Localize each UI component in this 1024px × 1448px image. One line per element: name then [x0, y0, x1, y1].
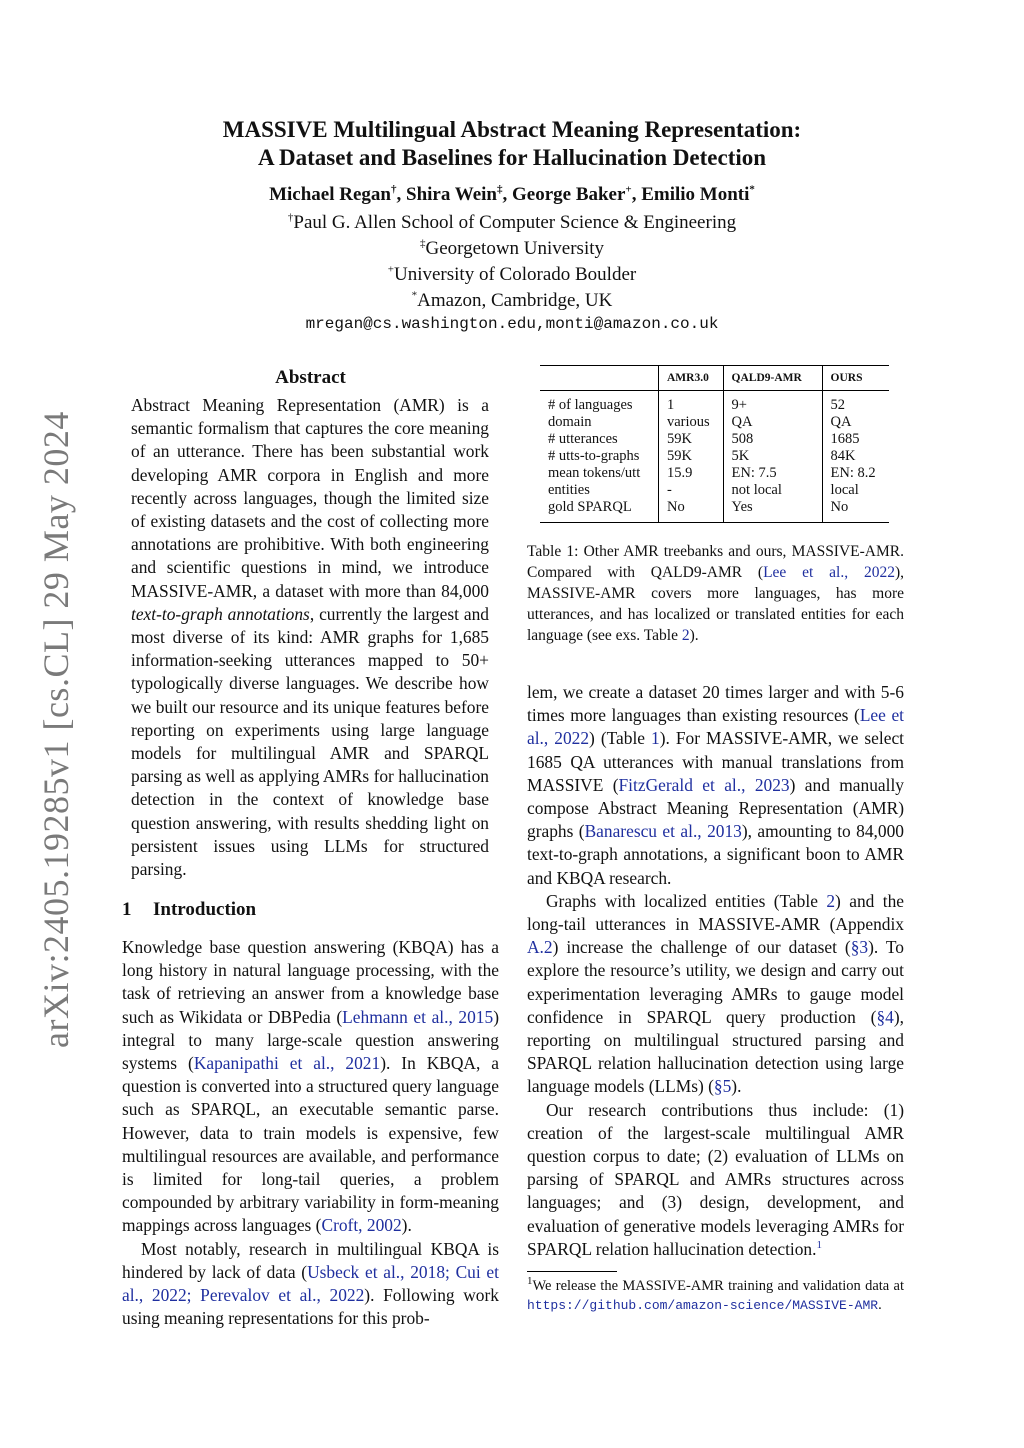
citation-link[interactable]: Croft, 2002 [321, 1215, 402, 1236]
intro-text [122, 936, 499, 1330]
citation-link[interactable]: Kapanipathi et al., 2021 [193, 1053, 381, 1074]
author-marker: * [749, 183, 755, 196]
affiliation-text: University of Colorado Boulder [394, 264, 637, 285]
text-run: ) and the long-tail utterances in MASSIVE-AMR (Appendix [527, 890, 904, 935]
affiliation-marker: * [411, 289, 418, 302]
table-row [540, 499, 889, 522]
text-run: ), amounting to 84,000 text-to-graph annotations, a significant boon to AMR and KBQA research. [527, 821, 904, 888]
affiliation [160, 236, 864, 262]
text-run: ). To explore the resource’s utility, we design and carry out experimentation leveraging AMRs to gauge model confidence in SPARQL query production ( [527, 937, 904, 1027]
contact-email[interactable]: mregan@cs.washington.edu,monti@amazon.co.uk [305, 315, 719, 333]
citation-link[interactable]: Lee et al., 2022 [527, 705, 904, 749]
paragraph [122, 1238, 499, 1331]
table-cell: 1 [659, 391, 724, 415]
table-cell: 508 [723, 431, 822, 448]
citation-link[interactable]: Banarescu et al., 2013 [584, 821, 742, 842]
section-heading [122, 899, 256, 921]
text-run: ). [731, 1076, 742, 1097]
table-cell: 1685 [822, 431, 889, 448]
citation-link[interactable]: Lehmann et al., 2015 [342, 1006, 494, 1027]
table-header: AMR3.0 [659, 366, 724, 391]
table-row [540, 431, 889, 448]
table-cell: Yes [723, 499, 822, 522]
table-row-label: gold SPARQL [548, 499, 632, 515]
text-run: ) (Table [589, 728, 652, 749]
text-run: Most notably, research in multilingual KBQA is hindered by lack of data ( [122, 1238, 499, 1282]
abstract-emphasis: text-to-graph annotations [131, 603, 310, 624]
table-row-label: # utterances [548, 431, 618, 447]
text-run: Table 1: Other AMR treebanks and ours, MASSIVE-AMR. Compared with QALD9-AMR ( [527, 543, 904, 581]
footnote-text: We release the MASSIVE-AMR training and validation data at [532, 1278, 904, 1294]
paragraph [527, 890, 904, 1099]
table-cell: 15.9 [659, 465, 724, 482]
table-cell: 9+ [723, 391, 822, 415]
table-cell: 59K [659, 431, 724, 448]
table-header: OURS [822, 366, 889, 391]
text-run: lem, we create a dataset 20 times larger and with 5-6 times more languages than existing resources ( [527, 682, 904, 726]
table-ref-link[interactable]: 2 [681, 627, 690, 644]
table-ref-link[interactable]: 1 [651, 728, 660, 749]
table-cell: local [822, 482, 889, 499]
table-header [540, 366, 659, 391]
citation-link[interactable]: Lee et al., 2022 [763, 564, 895, 581]
footnote-divider [527, 1271, 617, 1272]
table-row [540, 414, 889, 431]
arxiv-identifier: arXiv:2405.19285v1 [cs.CL] 29 May 2024 [36, 411, 76, 1048]
footnote-marker[interactable]: 1 [816, 1239, 822, 1252]
paragraph [527, 1099, 904, 1261]
table-cell: various [659, 414, 724, 431]
table-row [540, 391, 889, 415]
text-run: Our research contributions thus include: (1) creation of the largest-scale multilingual AMR question corpus to date; (2) evaluation of LLMs on parsing of SPARQL and AMRs structures across languages; and (3) design, development, and evaluation of generative models leveraging AMRs for SPARQL relation hallucination detection. [527, 1099, 904, 1259]
paragraph [527, 681, 904, 890]
table-row [540, 465, 889, 482]
text-run: ). [401, 1215, 412, 1236]
section-ref-link[interactable]: §4 [876, 1006, 894, 1027]
footnote-number: 1 [527, 1275, 533, 1288]
table-cell: not local [723, 482, 822, 499]
table-cell: No [659, 499, 724, 522]
table-row [540, 482, 889, 499]
affiliation [160, 210, 864, 236]
table-row-label: domain [548, 414, 592, 430]
title-line-1: MASSIVE Multilingual Abstract Meaning Representation: [222, 117, 802, 142]
table-row-label: # utts-to-graphs [548, 448, 640, 464]
abstract-text: Abstract Meaning Representation (AMR) is a semantic formalism that captures the core meaning of an utterance. There has been substantial work developing AMR corpora in English and more recently across languages, though the limited size of existing datasets and the cost of collecting more annotations are prohibitive. With both engineering and scientific questions in mind, we introduce MASSIVE-AMR, a dataset with more than 84,000 [131, 395, 489, 601]
right-column-text [527, 681, 904, 1261]
footnote-text: . [878, 1297, 882, 1313]
table-header-row [540, 366, 889, 391]
table-cell: EN: 7.5 [723, 465, 822, 482]
text-run: ). [689, 627, 699, 644]
comparison-table [540, 365, 889, 523]
table-row-label: mean tokens/utt [548, 465, 641, 481]
table-ref-link[interactable]: 2 [826, 890, 836, 911]
text-run: ), reporting on multilingual structured parsing and SPARQL relation hallucination detection using large language models (LLMs) ( [527, 1006, 904, 1097]
text-run: Graphs with localized entities (Table [546, 890, 827, 911]
text-run: ) integral to many large-scale question answering systems ( [122, 1006, 499, 1074]
author-list: Michael Regan†, Shira Wein‡, George Baker+, Emilio Monti* [269, 183, 755, 205]
text-run: ). For MASSIVE-AMR, we select 1685 QA utterances with manual translations from MASSIVE ( [527, 728, 905, 795]
section-title: Introduction [153, 899, 257, 920]
author-name: Emilio Monti [641, 184, 750, 205]
table-caption [527, 541, 904, 646]
table-row-label: # of languages [548, 397, 633, 413]
table-cell: QA [723, 414, 822, 431]
author-marker: ‡ [496, 183, 503, 196]
table-cell: 52 [822, 391, 889, 415]
affiliation [160, 288, 864, 314]
table-row [540, 448, 889, 465]
table-cell: No [822, 499, 889, 522]
text-run: ) and manually compose Abstract Meaning Representation (AMR) graphs ( [527, 774, 904, 842]
footnote [527, 1277, 904, 1315]
table-header: QALD9-AMR [723, 366, 822, 391]
text-run: ). Following work using meaning representations for this prob- [122, 1285, 499, 1329]
affiliation-marker: † [287, 211, 294, 224]
section-ref-link[interactable]: §5 [713, 1076, 732, 1097]
text-run: ), MASSIVE-AMR covers more languages, has more utterances, and has localized or translated entities for each language (see exs. Table [527, 564, 904, 644]
affiliation-text: Georgetown University [425, 238, 605, 259]
affiliation-marker: ‡ [419, 237, 426, 250]
author-name: Shira Wein [406, 184, 497, 205]
paper-title [160, 116, 864, 172]
affiliation-text: Amazon, Cambridge, UK [417, 290, 613, 311]
table-cell: 59K [659, 448, 724, 465]
table-cell: EN: 8.2 [822, 465, 889, 482]
text-run: ) increase the challenge of our dataset ( [552, 937, 851, 958]
citation-link[interactable]: FitzGerald et al., 2023 [618, 774, 790, 795]
author-marker: † [391, 183, 397, 196]
citation-link[interactable]: Usbeck et al., 2018; Cui et al., 2022; Perevalov et al., 2022 [122, 1261, 499, 1306]
section-number: 1 [122, 899, 132, 920]
repository-link[interactable]: https://github.com/amazon-science/MASSIVE-AMR [527, 1298, 879, 1313]
affiliation [160, 262, 864, 288]
affiliation-text: Paul G. Allen School of Computer Science & Engineering [293, 212, 737, 233]
abstract-heading: Abstract [275, 367, 346, 388]
table-cell: 5K [723, 448, 822, 465]
abstract-text: , currently the largest and most diverse of its kind: AMR graphs for 1,685 information-seeking utterances mapped to 50+ typologically diverse languages. We describe how we built our resource and its unique features before reporting on experiments using large language models for multilingual AMR and SPARQL parsing as well as applying AMRs for hallucination detection in the context of knowledge base question answering, with results shedding light on persistent issues using LLMs for structured parsing. [131, 603, 489, 880]
author-name: Michael Regan [269, 184, 391, 205]
text-run: ). In KBQA, a question is converted into a structured query language such as SPARQL, an executable semantic parse. However, data to train models is expensive, few multilingual resources are available, and performance is limited for long-tail queries, a problem compounded by arbitrary variability in form-meaning mappings across languages ( [122, 1053, 499, 1236]
table-row-label: entities [548, 482, 590, 498]
author-name: George Baker [511, 184, 626, 205]
abstract-body [131, 394, 489, 881]
appendix-ref-link[interactable]: A.2 [527, 937, 553, 958]
text-run: Knowledge base question answering (KBQA) has a long history in natural language processing, with the task of retrieving an answer from a knowledge base such as Wikidata or DBPedia ( [122, 937, 499, 1027]
author-marker: + [625, 183, 632, 196]
table-cell: QA [822, 414, 889, 431]
table-cell: 84K [822, 448, 889, 465]
table-cell: - [659, 482, 724, 499]
title-line-2: A Dataset and Baselines for Hallucination Detection [257, 145, 767, 170]
section-ref-link[interactable]: §3 [850, 937, 869, 958]
paragraph [122, 936, 499, 1238]
affiliation-marker: + [387, 263, 394, 276]
